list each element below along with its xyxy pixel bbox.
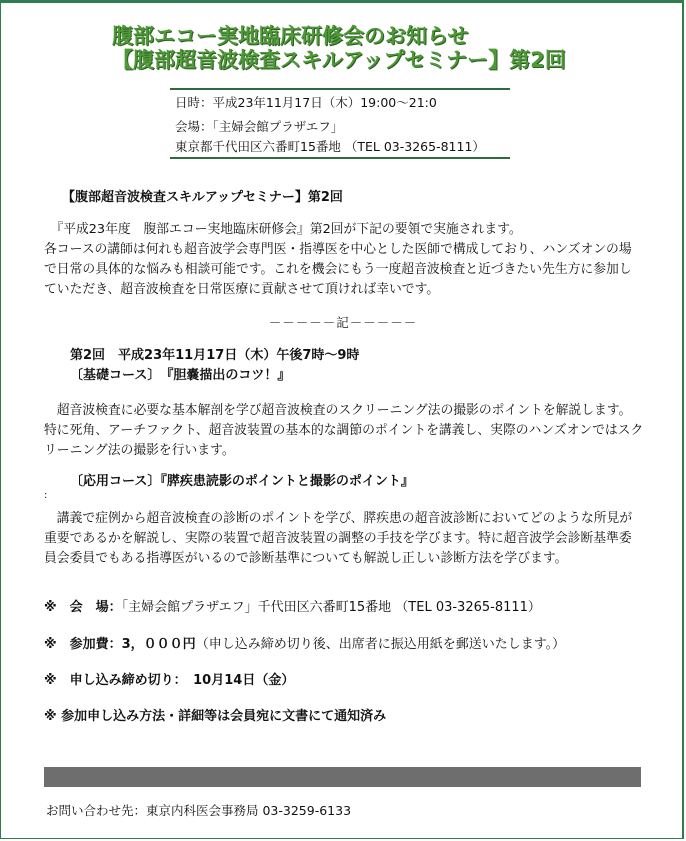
intro-text <box>44 220 644 300</box>
ki-separator: －－－－－記－－－－－ <box>268 315 418 330</box>
notice-venue <box>44 599 541 617</box>
title-line-1: 腹部エコー実地臨床研修会のお知らせ <box>112 24 469 48</box>
notice-fee-label: ※ 参加費：3，０００円 <box>44 637 196 652</box>
info-address: 東京都千代田区六番町15番地 （TEL 03-3265-8111） <box>175 139 485 154</box>
applied-course-title: 〔応用コース〕『膵疾患読影のポイントと撮影のポイント』 <box>70 474 414 489</box>
notice-venue-value: 「主婦会館プラザエフ」千代田区六番町15番地 （TEL 03-3265-8111） <box>121 600 541 615</box>
notice-deadline <box>44 672 294 690</box>
basic-course-title: 〔基礎コース〕 『胆嚢描出のコツ！』 <box>70 368 291 383</box>
footer-bar <box>44 767 641 787</box>
page-title <box>112 24 566 72</box>
intro-paragraph-1: 『平成23年度 腹部エコー実地臨床研修会』第2回が下記の要領で実施されます。 <box>44 222 522 237</box>
notice-method-text: ※ 参加申し込み方法・詳細等は会員宛に文書にて通知済み <box>44 709 387 724</box>
divider-bottom <box>170 157 510 159</box>
session-title: 第2回 平成23年11月17日（木）午後7時～9時 <box>70 348 360 363</box>
notice-fee <box>44 636 565 654</box>
notice-method <box>44 708 386 726</box>
stray-mark: : <box>44 490 48 501</box>
notice-venue-label: ※ 会 場： <box>44 600 122 615</box>
divider-top <box>170 88 510 90</box>
title-line-2: 【腹部超音波検査スキルアップセミナー】第2回 <box>112 48 566 72</box>
info-date: 日時：平成23年11月17日（木）19:00～21:0 <box>175 95 437 110</box>
intro-paragraph-2: 各コースの講師は何れも超音波学会専門医・指導医を中心とした医師で構成しており、ハンズオンの場で日常の具体的な悩みも相談可能です。これを機会にもう一度超音波検査と近づきたい先生方に参加していただき、超音波検査を日常医療に貢献させて頂ければ幸いです。 <box>44 242 632 297</box>
applied-course-description: 講義で症例から超音波検査の診断のポイントを学び、膵疾患の超音波診断においてどのような所見が重要であるかを解説し、実際の装置で超音波装置の調整の手技を学びます。特に超音波学会診断基準委員会委員でもある指導医がいるので診断基準についても解説し正しい診断方法を学びます。 <box>44 511 633 566</box>
notice-fee-note: （申し込み締め切り後、出席者に振込用紙を郵送いたします。） <box>195 637 566 652</box>
basic-course-description: 超音波検査に必要な基本解剖を学び超音波検査のスクリーニング法の撮影のポイントを解説します。特に死角、アーチファクト、超音波装置の基本的な調節のポイントを講義し、実際のハンズオンではスクリーニング法の撮影を行います。 <box>44 403 644 458</box>
contact-info: お問い合わせ先：東京内科医会事務局 03-3259-6133 <box>46 803 352 818</box>
intro-heading: 【腹部超音波検査スキルアップセミナー】第2回 <box>62 190 343 205</box>
info-venue: 会場：「主婦会館プラザエフ」 <box>175 119 344 134</box>
notice-deadline-text: ※ 申し込み締め切り： 10月14日（金） <box>44 673 295 688</box>
